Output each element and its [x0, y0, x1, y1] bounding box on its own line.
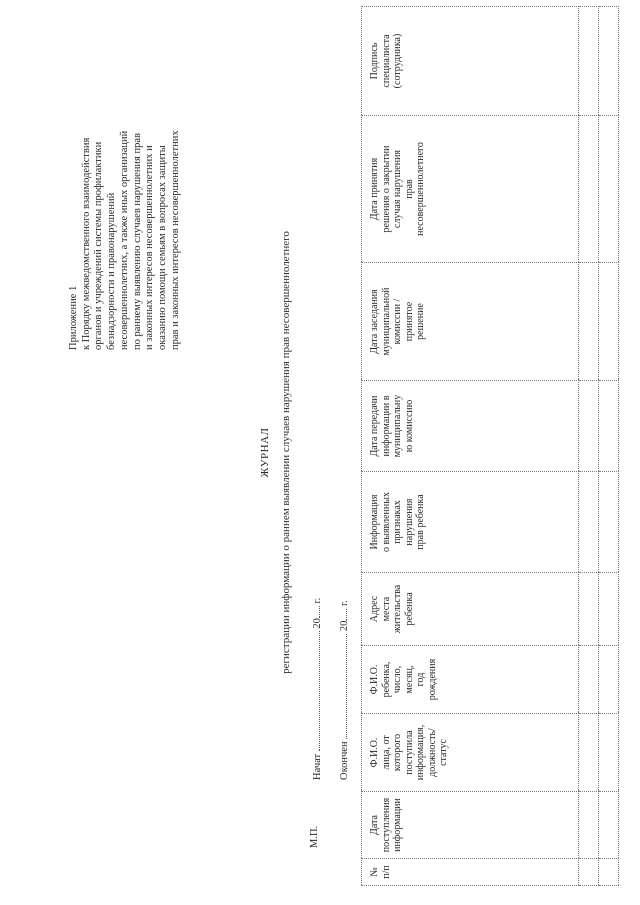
table-cell[interactable]	[579, 573, 599, 646]
appendix-line: и законных интересов несовершеннолетних и	[144, 145, 156, 350]
table-cell[interactable]	[579, 472, 599, 573]
column-header-line: должность/	[426, 728, 438, 777]
column-header-line: (сотрудника)	[392, 33, 403, 89]
column-header-line: Информация	[369, 494, 380, 550]
column-header-line: ребенка	[403, 592, 415, 626]
table-cell[interactable]	[579, 714, 599, 792]
column-header-line: рождения	[426, 658, 438, 701]
column-header-line: муниципальной	[380, 287, 392, 356]
column-header-line: места	[380, 596, 392, 622]
journal-title: ЖУРНАЛ	[259, 427, 271, 478]
column-header-line: специалиста	[380, 34, 392, 88]
appendix-line: к Порядку межведомственного взаимодействия	[80, 137, 92, 350]
column-header-line: случая нарушения	[392, 149, 403, 229]
ended-year-blank	[336, 609, 347, 621]
column-header-line: о выявленных	[380, 492, 392, 552]
column-header-line: Дата	[369, 815, 380, 835]
table-cell[interactable]	[599, 714, 619, 792]
column-header-line: прав	[403, 179, 415, 199]
column-header	[362, 472, 579, 573]
column-header-line: решения о закрытии	[380, 145, 392, 233]
column-header-line: месяц,	[403, 665, 415, 694]
column-header-line: признаках	[392, 500, 403, 544]
column-header-line: нарушения	[403, 498, 415, 546]
table-row	[579, 7, 599, 886]
column-header	[362, 792, 579, 859]
started-label: Начат	[312, 753, 323, 780]
ended-year-suffix: г.	[339, 600, 350, 607]
column-header-line: принятое	[403, 301, 415, 342]
column-header-line: информации	[392, 798, 403, 852]
column-header-line: п/п	[380, 865, 392, 879]
table-header-row	[362, 7, 579, 886]
appendix-line: органов и учреждений системы профилактики	[93, 141, 105, 350]
column-header	[362, 381, 579, 472]
column-header-line: число,	[392, 665, 403, 694]
column-header	[362, 573, 579, 646]
column-header-line: ребенка,	[380, 661, 392, 698]
ended-year-prefix: 20	[339, 620, 350, 632]
table-cell[interactable]	[599, 646, 619, 714]
table-cell[interactable]	[599, 7, 619, 116]
ended-label: Окончен	[339, 741, 350, 780]
table-cell[interactable]	[599, 792, 619, 859]
ended-line	[336, 600, 350, 780]
column-header	[362, 714, 579, 792]
column-header-line: год	[415, 672, 426, 687]
column-header-line: которого	[392, 733, 403, 772]
started-year-prefix: 20	[312, 618, 323, 629]
column-header-line: Ф.И.О.	[369, 737, 380, 768]
table-cell[interactable]	[579, 792, 599, 859]
started-line	[309, 598, 323, 780]
table-cell[interactable]	[599, 381, 619, 472]
column-header-line: поступила	[403, 730, 415, 775]
column-header-line: информация,	[415, 724, 426, 781]
column-header-line: статус	[438, 739, 449, 766]
column-header	[362, 7, 579, 116]
appendix-line: безнадзорности и правонарушений	[106, 192, 118, 350]
column-header-line: поступления	[380, 797, 392, 853]
started-year-suffix: г.	[312, 597, 323, 604]
column-header-line: жительства	[392, 584, 403, 634]
table-cell[interactable]	[579, 7, 599, 116]
column-header-line: комиссии /	[392, 298, 403, 345]
journal-subtitle: регистрации информации о раннем выявлении случаев нарушения прав несовершеннолетнего	[280, 231, 292, 674]
appendix-line: прав и законных интересов несовершеннолетних	[169, 130, 181, 350]
column-header-line: муниципальну	[392, 394, 403, 458]
column-header-line: Дата принятия	[369, 157, 380, 221]
started-date-blank	[309, 631, 320, 751]
column-header-line: Ф.И.О.	[369, 664, 380, 695]
column-header-line: лица, от	[380, 735, 392, 770]
journal-table	[361, 6, 619, 886]
appendix-line: оказанию помощи семьям в вопросах защиты	[156, 145, 168, 350]
stamp-label: М.П.	[309, 825, 320, 848]
column-header	[362, 646, 579, 714]
column-header	[362, 263, 579, 381]
table-row	[599, 7, 619, 886]
column-header-line: информации в	[380, 395, 392, 457]
column-header-line: решение	[415, 303, 426, 340]
column-header-line: несовершеннолетнего	[415, 142, 426, 236]
table-cell[interactable]	[579, 381, 599, 472]
table-cell[interactable]	[599, 263, 619, 381]
table-cell[interactable]	[599, 116, 619, 263]
appendix-line: по раннему выявлению случаев нарушения прав	[131, 133, 143, 350]
table-cell[interactable]	[599, 573, 619, 646]
column-header-line: Дата передачи	[369, 395, 380, 457]
column-header	[362, 859, 579, 886]
started-year-blank	[309, 606, 320, 618]
column-header-line: Адрес	[369, 595, 380, 623]
column-header-line: Подпись	[369, 42, 380, 80]
table-cell[interactable]	[579, 646, 599, 714]
column-header-line: ю комиссию	[403, 399, 415, 453]
appendix-line: Приложение 1	[68, 285, 79, 350]
table-cell[interactable]	[579, 263, 599, 381]
column-header-line: прав ребенка	[415, 494, 426, 550]
ended-date-blank	[336, 634, 347, 739]
table-cell[interactable]	[579, 116, 599, 263]
table-cell[interactable]	[579, 859, 599, 886]
table-cell[interactable]	[599, 859, 619, 886]
column-header-line: №	[369, 867, 380, 877]
appendix-header	[68, 10, 182, 350]
table-cell[interactable]	[599, 472, 619, 573]
column-header	[362, 116, 579, 263]
column-header-line: Дата заседания	[369, 289, 380, 354]
appendix-line: несовершеннолетних, а также иных организаций	[118, 130, 130, 350]
